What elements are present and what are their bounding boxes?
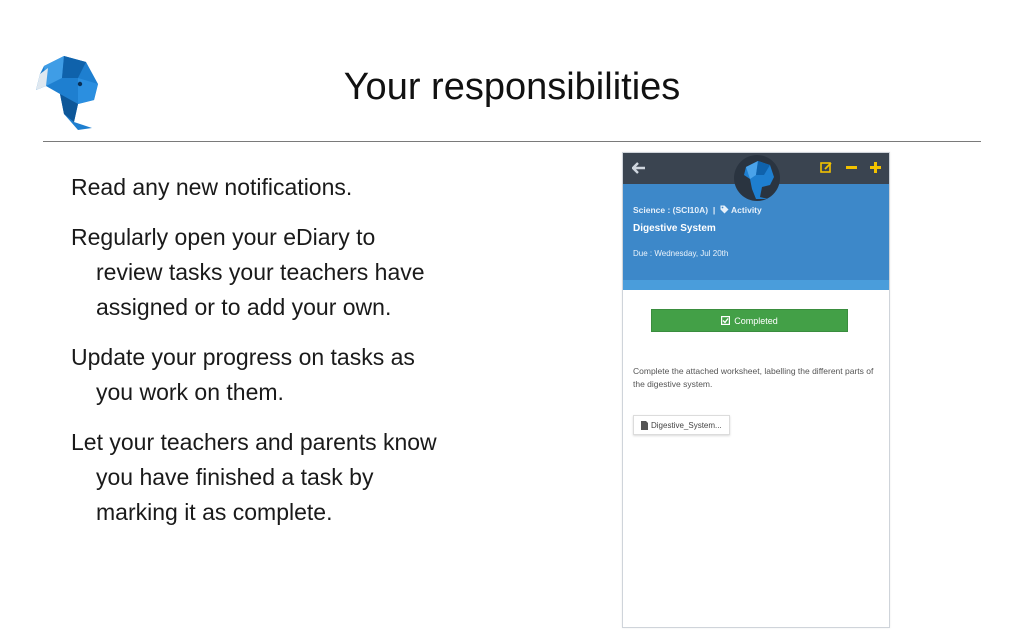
bullet-line: Read any new notifications. (71, 174, 353, 200)
attachment-name: Digestive_System... (651, 420, 722, 430)
meta-separator: | (712, 205, 716, 215)
bullet-line: review tasks your teachers have (96, 259, 425, 285)
bullet-update-progress (71, 340, 511, 410)
bullet-line: Update your progress on tasks as (71, 344, 415, 370)
bullet-open-ediary (71, 220, 511, 325)
bullet-notifications (71, 170, 511, 205)
arrow-left-icon[interactable] (632, 161, 646, 175)
slide-title: Your responsibilities (343, 66, 681, 108)
attachment-chip[interactable] (633, 415, 730, 435)
check-square-icon (721, 316, 730, 325)
ediary-avatar-icon (734, 155, 780, 201)
ediary-app-screenshot (622, 152, 890, 628)
file-icon (641, 421, 648, 430)
task-description: Complete the attached worksheet, labelling the different parts of the digestive system. (633, 366, 874, 389)
completed-button-label: Completed (734, 315, 778, 326)
completed-button[interactable] (651, 309, 848, 332)
title-divider (43, 141, 981, 142)
bullet-line: assigned or to add your own. (96, 294, 392, 320)
bullet-line: you have finished a task by (96, 464, 374, 490)
minus-icon[interactable] (845, 161, 858, 174)
bullet-line: Regularly open your eDiary to (71, 224, 376, 250)
bullet-line: Let your teachers and parents know (71, 429, 437, 455)
task-title: Digestive System (633, 223, 716, 234)
task-type-label: Activity (731, 205, 762, 215)
plus-icon[interactable] (869, 161, 882, 174)
due-date: Due : Wednesday, Jul 20th (633, 249, 729, 258)
bullet-line: you work on them. (96, 379, 284, 405)
bullet-mark-complete (71, 425, 511, 530)
header-strip (623, 280, 889, 290)
task-meta (633, 205, 762, 215)
tag-icon (720, 205, 729, 214)
edit-icon[interactable] (820, 161, 833, 174)
bullet-line: marking it as complete. (96, 499, 333, 525)
subject-label: Science : (SCI10A) (633, 205, 709, 215)
responsibility-list (71, 170, 511, 545)
